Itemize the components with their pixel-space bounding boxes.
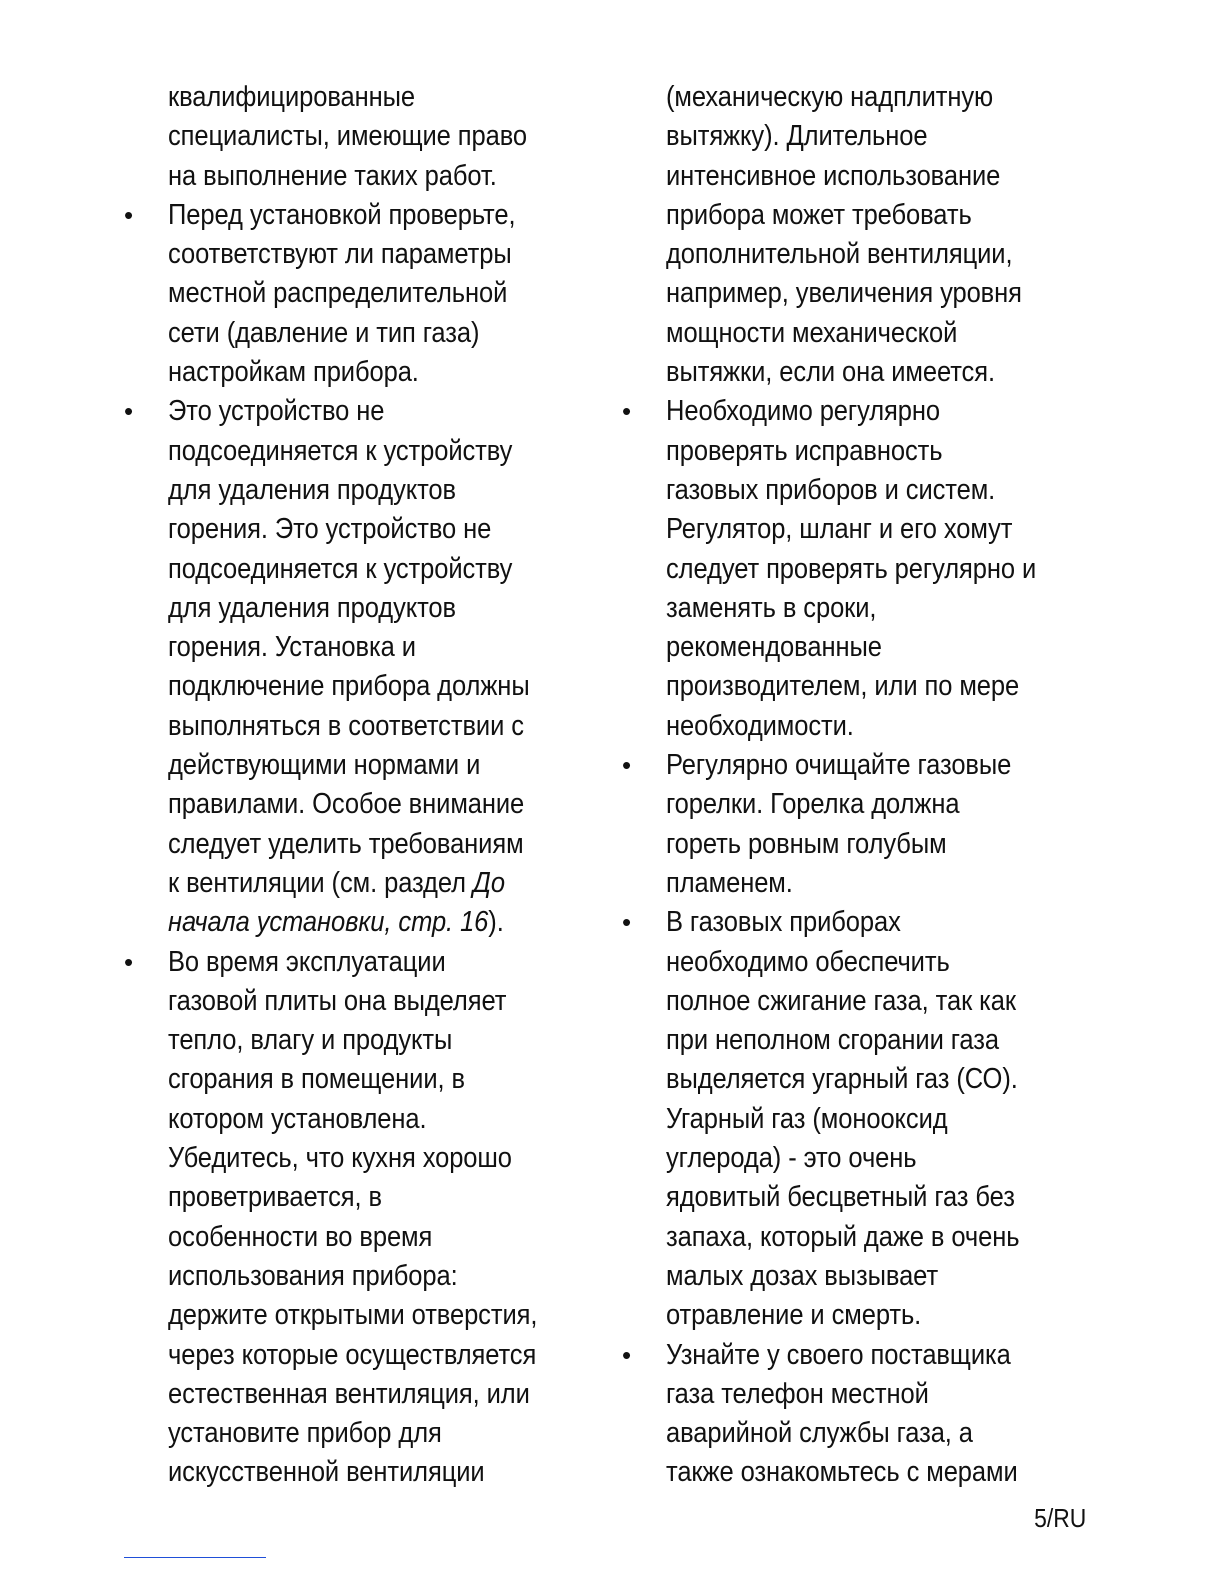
text-line: специалисты, имеющие право [168, 120, 528, 153]
text-line: горения. Установка и [168, 631, 416, 664]
text-line: Это устройство не [168, 395, 385, 428]
section-reference-line [168, 903, 634, 942]
text-line: рекомендованные [666, 631, 882, 664]
section-reference-link[interactable]: начала установки, стр. 16 [168, 906, 489, 939]
text-line: гореть ровным голубым [666, 827, 947, 860]
text-line: особенности во время [168, 1220, 433, 1253]
text-line: заменять в сроки, [666, 591, 877, 624]
text-line: В газовых приборах [666, 906, 901, 939]
text-line: для удаления продуктов [168, 591, 456, 624]
text-line: мощности механической [666, 316, 958, 349]
text-line: вытяжки, если она имеется. [666, 356, 995, 389]
text-line: Узнайте у своего поставщика [666, 1338, 1011, 1371]
text-line: Во время эксплуатации [168, 945, 446, 978]
text-line: подсоединяется к устройству [168, 552, 513, 585]
text-line: Угарный газ (монооксид [666, 1102, 948, 1135]
text-line: необходимости. [666, 709, 854, 742]
text-line: сети (давление и тип газа) [168, 316, 480, 349]
reference-prefix: к вентиляции (см. раздел [168, 866, 473, 899]
bullet-icon: • [622, 750, 632, 781]
left-column [124, 78, 594, 1493]
text-line: выполняться в соответствии с [168, 709, 524, 742]
text-line: Перед установкой проверьте, [168, 198, 516, 231]
text-line: тепло, влагу и продукты [168, 1024, 453, 1057]
bullet-icon: • [622, 396, 632, 427]
text-line: вытяжку). Длительное [666, 120, 928, 153]
text-line: (механическую надплитную [666, 81, 994, 113]
text-line: сгорания в помещении, в [168, 1063, 465, 1096]
bullet-icon: • [622, 907, 632, 938]
text-line: Необходимо регулярно [666, 395, 940, 428]
bullet-item-check-parameters [124, 196, 594, 392]
text-line: запаха, который даже в очень [666, 1220, 1020, 1253]
right-column [622, 78, 1092, 1493]
reference-suffix: ). [488, 906, 504, 939]
text-line: через которые осуществляется [168, 1338, 537, 1371]
text-line: углерода) - это очень [666, 1142, 917, 1175]
section-reference-line [168, 864, 634, 903]
text-line: пламенем. [666, 866, 793, 899]
text-line: для удаления продуктов [168, 473, 456, 506]
text-line: установите прибор для [168, 1417, 442, 1450]
page-number: 5/RU [1033, 1503, 1086, 1533]
bullet-icon: • [124, 946, 134, 977]
text-line: газовой плиты она выделяет [168, 984, 507, 1017]
text-line: правилами. Особое внимание [168, 788, 525, 821]
text-line: Регулярно очищайте газовые [666, 749, 1012, 782]
bullet-item-clean-burners [622, 746, 1092, 903]
bullet-item-carbon-monoxide [622, 903, 1092, 1335]
text-line: выделяется угарный газ (СО). [666, 1063, 1018, 1096]
text-line: держите открытыми отверстия, [168, 1299, 538, 1332]
text-line: действующими нормами и [168, 749, 481, 782]
text-line: необходимо обеспечить [666, 945, 950, 978]
text-line: интенсивное использование [666, 159, 1001, 192]
text-line: полное сжигание газа, так как [666, 984, 1016, 1017]
text-line: искусственной вентиляции [168, 1456, 485, 1489]
text-line: горелки. Горелка должна [666, 788, 960, 821]
text-line: квалифицированные [168, 81, 415, 113]
text-line: аварийной службы газа, а [666, 1417, 973, 1450]
bullet-icon: • [622, 1339, 632, 1370]
text-line: горения. Это устройство не [168, 513, 492, 546]
bullet-item-installation-norms [124, 392, 594, 942]
left-continuation-paragraph [124, 78, 594, 196]
text-line: использования прибора: [168, 1259, 458, 1292]
text-line: местной распределительной [168, 277, 508, 310]
bullet-icon: • [124, 199, 134, 230]
text-line: газа телефон местной [666, 1377, 929, 1410]
text-line: проверять исправность [666, 434, 943, 467]
text-line: настройкам прибора. [168, 356, 419, 389]
text-line: на выполнение таких работ. [168, 159, 497, 192]
text-line: ядовитый бесцветный газ без [666, 1181, 1015, 1214]
text-line: также ознакомьтесь с мерами [666, 1456, 1018, 1489]
right-continuation-paragraph [622, 78, 1092, 392]
text-line: подключение прибора должны [168, 670, 530, 703]
text-line: следует проверять регулярно и [666, 552, 1037, 585]
footnote-divider [124, 1557, 266, 1558]
section-reference-link[interactable]: До [472, 866, 505, 899]
text-line: естественная вентиляция, или [168, 1377, 530, 1410]
text-line: соответствуют ли параметры [168, 238, 512, 271]
text-line: Регулятор, шланг и его хомут [666, 513, 1013, 546]
text-line: например, увеличения уровня [666, 277, 1022, 310]
text-line: Убедитесь, что кухня хорошо [168, 1142, 512, 1175]
text-line: подсоединяется к устройству [168, 434, 513, 467]
text-line: котором установлена. [168, 1102, 427, 1135]
text-line: дополнительной вентиляции, [666, 238, 1013, 271]
bullet-icon: • [124, 396, 134, 427]
bullet-item-check-systems [622, 392, 1092, 746]
text-line: прибора может требовать [666, 198, 972, 231]
text-line: следует уделить требованиям [168, 827, 524, 860]
text-line: малых дозах вызывает [666, 1259, 939, 1292]
text-line: отравление и смерть. [666, 1299, 922, 1332]
bullet-item-emergency-service [622, 1336, 1092, 1493]
text-line: при неполном сгорании газа [666, 1024, 999, 1057]
text-line: газовых приборов и систем. [666, 473, 996, 506]
text-line: проветривается, в [168, 1181, 382, 1214]
bullet-item-ventilation [124, 943, 594, 1493]
text-line: производителем, или по мере [666, 670, 1020, 703]
